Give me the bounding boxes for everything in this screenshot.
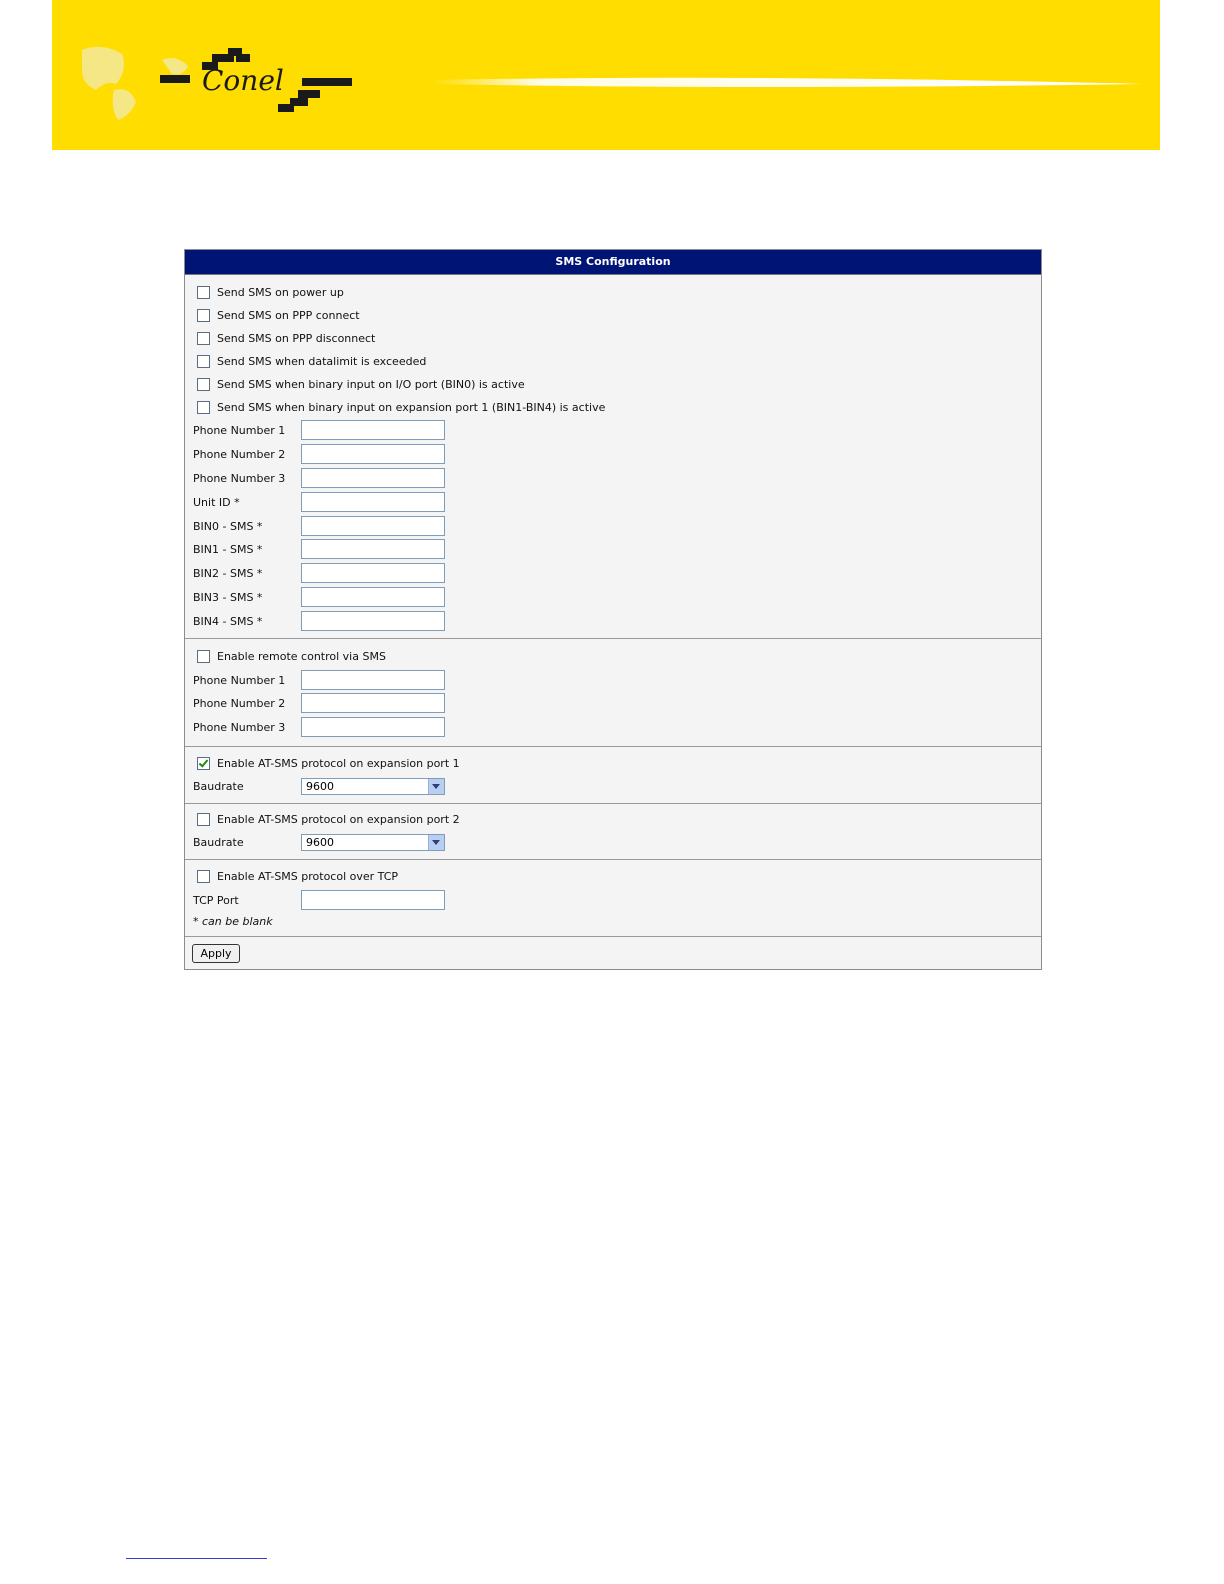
bin4-sms-input[interactable] <box>301 611 445 631</box>
option-label: Send SMS on power up <box>217 285 344 299</box>
port1-baudrate-select[interactable] <box>301 778 445 795</box>
option-datalimit[interactable] <box>197 353 426 369</box>
phone-number-1-input[interactable] <box>301 420 445 440</box>
option-ppp-connect[interactable] <box>197 307 360 323</box>
globe-icon <box>82 47 188 120</box>
unit-id-label: Unit ID * <box>193 496 240 509</box>
phone-number-1-label: Phone Number 1 <box>193 424 286 437</box>
section-divider <box>185 638 1041 639</box>
port2-baudrate-label: Baudrate <box>193 836 244 849</box>
phone-number-3-input[interactable] <box>301 468 445 488</box>
chevron-down-icon[interactable] <box>428 835 444 850</box>
conel-logo-text: Conel <box>202 64 284 97</box>
checkbox-port2-at-sms[interactable] <box>197 813 210 826</box>
option-label: Enable remote control via SMS <box>217 649 386 663</box>
tcp-port-label: TCP Port <box>193 894 239 907</box>
option-label: Send SMS when binary input on expansion port 1 (BIN1-BIN4) is active <box>217 400 606 414</box>
sms-configuration-panel <box>184 249 1042 970</box>
option-bin0[interactable] <box>197 376 525 392</box>
option-remote-control[interactable] <box>197 648 386 664</box>
remote-phone-3-label: Phone Number 3 <box>193 721 286 734</box>
bin4-sms-label: BIN4 - SMS * <box>193 615 263 628</box>
panel-title: SMS Configuration <box>185 250 1041 275</box>
option-label: Enable AT-SMS protocol on expansion port 1 <box>217 756 460 770</box>
port1-baudrate-label: Baudrate <box>193 780 244 793</box>
phone-number-2-label: Phone Number 2 <box>193 448 286 461</box>
option-label: Enable AT-SMS protocol on expansion port 2 <box>217 812 460 826</box>
option-label: Send SMS on PPP disconnect <box>217 331 376 345</box>
apply-button[interactable]: Apply <box>192 944 240 963</box>
footer-link-underline <box>126 1558 267 1559</box>
bin2-sms-input[interactable] <box>301 563 445 583</box>
remote-phone-1-input[interactable] <box>301 670 445 690</box>
option-ppp-disconnect[interactable] <box>197 330 375 346</box>
bin0-sms-label: BIN0 - SMS * <box>193 520 263 533</box>
option-port1-at-sms[interactable] <box>197 755 460 771</box>
checkbox-port1-at-sms[interactable] <box>197 757 210 770</box>
section-divider <box>185 936 1041 937</box>
checkbox-bin0[interactable] <box>197 378 210 391</box>
bin1-sms-label: BIN1 - SMS * <box>193 543 263 556</box>
option-label: Send SMS when datalimit is exceeded <box>217 354 427 368</box>
option-label: Enable AT-SMS protocol over TCP <box>217 869 399 883</box>
bin0-sms-input[interactable] <box>301 516 445 536</box>
checkbox-ppp-disconnect[interactable] <box>197 332 210 345</box>
phone-number-3-label: Phone Number 3 <box>193 472 286 485</box>
remote-phone-2-label: Phone Number 2 <box>193 697 286 710</box>
option-label: Send SMS when binary input on I/O port (BIN0) is active <box>217 377 525 391</box>
unit-id-input[interactable] <box>301 492 445 512</box>
port2-baudrate-select[interactable] <box>301 834 445 851</box>
remote-phone-3-input[interactable] <box>301 717 445 737</box>
checkbox-bin1-bin4[interactable] <box>197 401 210 414</box>
port2-baudrate-value: 9600 <box>306 836 334 849</box>
option-bin1-bin4[interactable] <box>197 399 605 415</box>
phone-number-2-input[interactable] <box>301 444 445 464</box>
option-tcp-at-sms[interactable] <box>197 868 398 884</box>
checkbox-ppp-connect[interactable] <box>197 309 210 322</box>
header-banner <box>52 0 1160 150</box>
bin2-sms-label: BIN2 - SMS * <box>193 567 263 580</box>
option-power-up[interactable] <box>197 284 344 300</box>
tcp-port-input[interactable] <box>301 890 445 910</box>
chevron-down-icon[interactable] <box>428 779 444 794</box>
option-label: Send SMS on PPP connect <box>217 308 360 322</box>
checkbox-datalimit[interactable] <box>197 355 210 368</box>
section-divider <box>185 859 1041 860</box>
banner-artwork <box>52 0 1160 150</box>
checkbox-power-up[interactable] <box>197 286 210 299</box>
bin1-sms-input[interactable] <box>301 539 445 559</box>
section-divider <box>185 746 1041 747</box>
section-divider <box>185 803 1041 804</box>
option-port2-at-sms[interactable] <box>197 811 460 827</box>
remote-phone-1-label: Phone Number 1 <box>193 674 286 687</box>
checkbox-tcp-at-sms[interactable] <box>197 870 210 883</box>
remote-phone-2-input[interactable] <box>301 693 445 713</box>
checkbox-remote-control[interactable] <box>197 650 210 663</box>
port1-baudrate-value: 9600 <box>306 780 334 793</box>
bin3-sms-input[interactable] <box>301 587 445 607</box>
bin3-sms-label: BIN3 - SMS * <box>193 591 263 604</box>
blank-note: * can be blank <box>193 915 273 928</box>
